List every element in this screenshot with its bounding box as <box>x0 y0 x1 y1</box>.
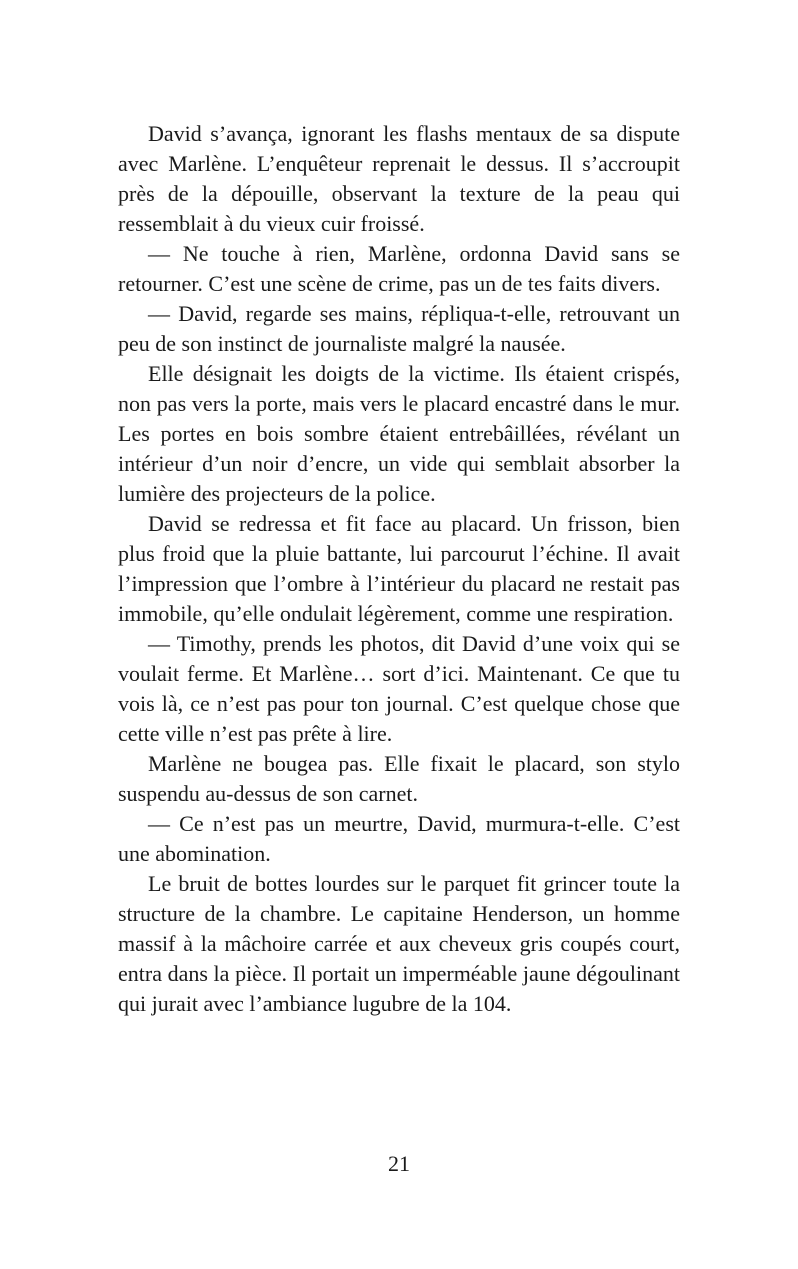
paragraph: David se redressa et fit face au placard. Un frisson, bien plus froid que la pluie battante, lui parcourut l’échine. Il avait l’impression que l’ombre à l’intérieur du placard ne restait pas immobile, qu’elle ondulait légèrement, comme une respiration. <box>118 511 680 626</box>
paragraph: — Ne touche à rien, Marlène, ordonna David sans se retourner. C’est une scène de crime, pas un de tes faits divers. <box>118 241 680 296</box>
paragraph: Le bruit de bottes lourdes sur le parquet fit grincer toute la structure de la chambre. Le capitaine Henderson, un homme massif à la mâchoire carrée et aux cheveux gris coupés court, entra dans la pièce. Il portait un imperméable jaune dégoulinant qui jurait avec l’ambiance lugubre de la 104. <box>118 871 680 1016</box>
paragraph: Elle désignait les doigts de la victime. Ils étaient crispés, non pas vers la porte, mais vers le placard encastré dans le mur. Les portes en bois sombre étaient entrebâillées, révélant un intérieur d’un noir d’encre, un vide qui semblait absorber la lumière des projecteurs de la police. <box>118 361 680 506</box>
paragraph: — Timothy, prends les photos, dit David d’une voix qui se voulait ferme. Et Marlène… sort d’ici. Maintenant. Ce que tu vois là, ce n’est pas pour ton journal. C’est quelque chose que cette ville n’est pas prête à lire. <box>118 631 680 746</box>
paragraph: Marlène ne bougea pas. Elle fixait le placard, son stylo suspendu au-dessus de son carnet. <box>118 751 680 806</box>
page-number: 21 <box>388 1151 410 1176</box>
paragraph: — Ce n’est pas un meurtre, David, murmura-t-elle. C’est une abomination. <box>118 811 680 866</box>
book-text <box>118 119 680 1019</box>
page-body <box>118 119 680 1019</box>
paragraph: — David, regarde ses mains, répliqua-t-elle, retrouvant un peu de son instinct de journaliste malgré la nausée. <box>118 301 680 356</box>
paragraph: David s’avança, ignorant les flashs mentaux de sa dispute avec Marlène. L’enquêteur reprenait le dessus. Il s’accroupit près de la dépouille, observant la texture de la peau qui ressemblait à du vieux cuir froissé. <box>118 121 680 236</box>
